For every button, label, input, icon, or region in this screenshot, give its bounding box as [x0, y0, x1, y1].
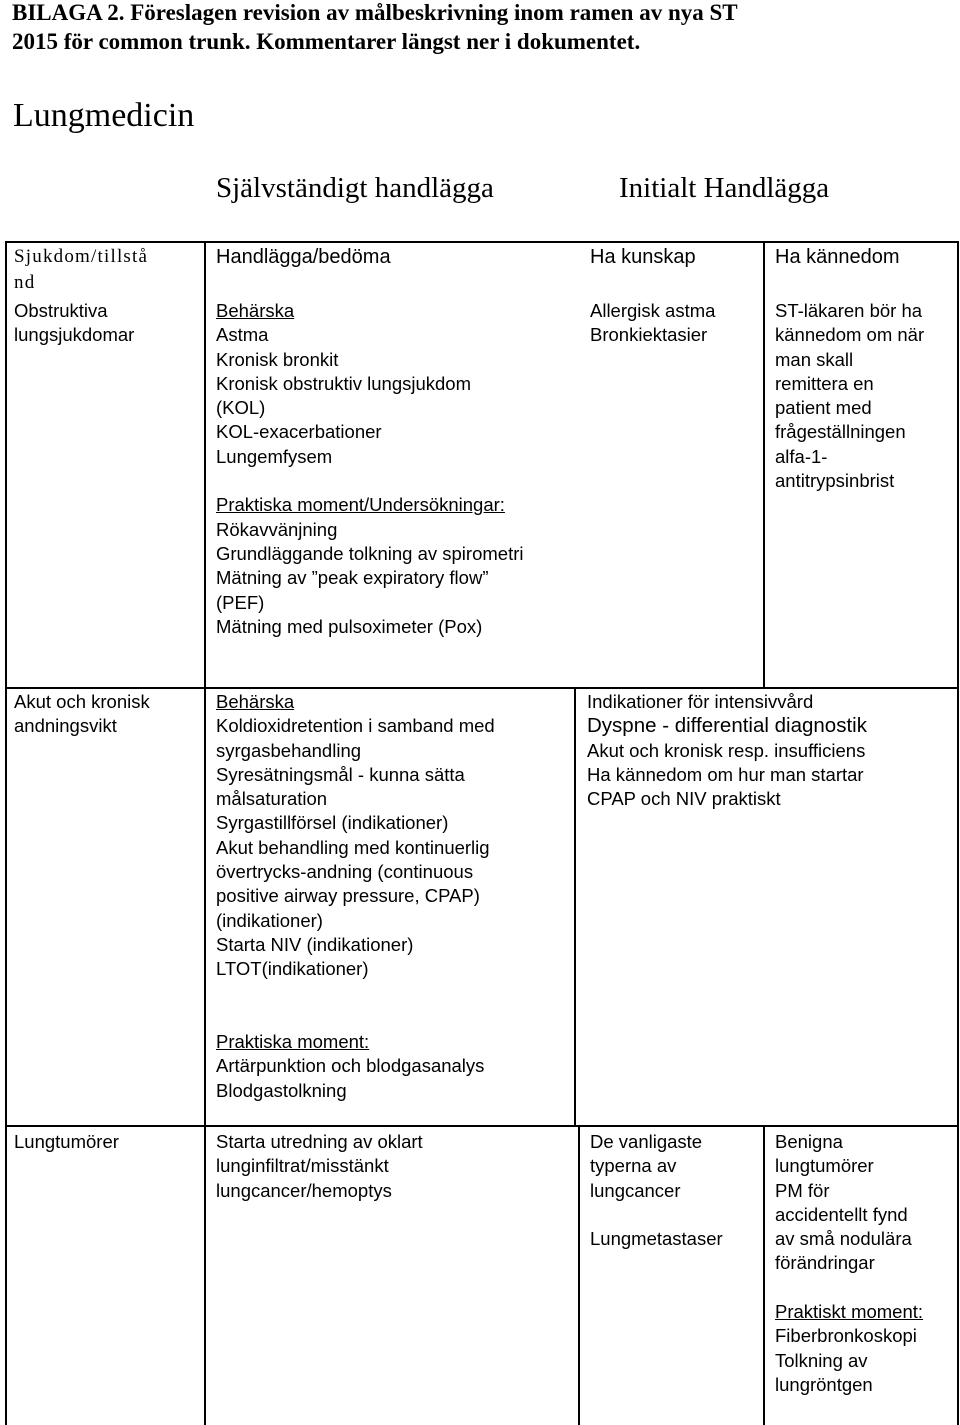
list-item: syrgasbehandling: [216, 739, 362, 761]
intro-line: 2015 för common trunk. Kommentarer längst ner i dokumentet.: [12, 29, 641, 54]
intro-text: [12, 0, 942, 56]
list-item: Lungmetastaser: [590, 1228, 723, 1250]
row2-handle-heading: Behärska: [216, 691, 295, 712]
row1-awareness: [775, 299, 924, 493]
list-item: Lungemfysem: [216, 445, 333, 467]
row1-knowledge: [590, 299, 715, 348]
intro-line: BILAGA 2. Föreslagen revision av målbeskrivning inom ramen av nya ST: [12, 0, 738, 25]
row3-practical-heading: Praktiskt moment:: [775, 1301, 924, 1323]
header-disease-line: Sjukdom/tillstå: [14, 246, 149, 267]
list-item: Ha kännedom om hur man startar: [587, 763, 864, 785]
list-item: LTOT(indikationer): [216, 958, 369, 980]
list-item: ST-läkaren bör ha: [775, 300, 923, 321]
header-knowledge: Ha kunskap: [590, 246, 696, 268]
list-item: lungröntgen: [775, 1373, 873, 1395]
list-item: Mätning av ”peak expiratory flow”: [216, 567, 489, 589]
header-handle: Handlägga/bedöma: [216, 246, 391, 268]
list-item: frågeställningen: [775, 421, 906, 443]
list-item: Dyspne - differential diagnostik: [587, 714, 867, 738]
row3-handle: [216, 1130, 423, 1203]
row1-disease-line: Obstruktiva: [14, 300, 108, 321]
row2-disease: [14, 690, 150, 739]
list-item: övertrycks-andning (continuous: [216, 861, 474, 883]
list-item: Syrgastillförsel (indikationer): [216, 812, 449, 834]
list-item: lungcancer/hemoptys: [216, 1179, 392, 1201]
list-item: man skall: [775, 348, 854, 370]
list-item: förändringar: [775, 1252, 875, 1274]
row3-knowledge: [590, 1130, 723, 1251]
row1-disease: [14, 299, 134, 348]
list-item: av små nodulära: [775, 1228, 912, 1250]
list-item: lungtumörer: [775, 1155, 874, 1177]
row1-disease-line: lungsjukdomar: [14, 324, 135, 346]
list-item: Koldioxidretention i samband med: [216, 715, 495, 737]
list-item: antitrypsinbrist: [775, 470, 895, 492]
list-item: (PEF): [216, 591, 265, 613]
list-item: Starta utredning av oklart: [216, 1131, 423, 1152]
row3-disease: [14, 1130, 119, 1154]
row2-disease-line: andningsvikt: [14, 715, 117, 737]
header-awareness: Ha kännedom: [775, 246, 900, 268]
list-item: Astma: [216, 324, 269, 346]
list-item: (indikationer): [216, 909, 323, 931]
list-item: Mätning med pulsoximeter (Pox): [216, 615, 483, 637]
list-item: CPAP och NIV praktiskt: [587, 788, 781, 810]
list-item: (KOL): [216, 397, 266, 419]
row1-handle: [216, 299, 523, 639]
list-item: Tolkning av: [775, 1349, 868, 1371]
page-title: Lungmedicin: [13, 97, 195, 134]
list-item: Starta NIV (indikationer): [216, 933, 414, 955]
row2-practical-heading: Praktiska moment:: [216, 1031, 370, 1053]
list-item: Akut och kronisk resp. insufficiens: [587, 739, 866, 761]
row3-awareness: [775, 1130, 923, 1397]
column-title-self: Självständigt handlägga: [216, 172, 494, 204]
list-item: Fiberbronkoskopi: [775, 1325, 917, 1347]
list-item: Allergisk astma: [590, 300, 716, 321]
header-disease: [14, 244, 148, 296]
list-item: Grundläggande tolkning av spirometri: [216, 542, 524, 564]
header-disease-line: nd: [14, 272, 36, 293]
list-item: PM för: [775, 1179, 830, 1201]
row2-handle: [216, 690, 495, 1103]
list-item: accidentellt fynd: [775, 1203, 908, 1225]
row3-disease-line: Lungtumörer: [14, 1131, 119, 1152]
list-item: Rökavvänjning: [216, 518, 338, 540]
list-item: kännedom om när: [775, 324, 925, 346]
list-item: Kronisk bronkit: [216, 348, 339, 370]
list-item: positive airway pressure, CPAP): [216, 885, 480, 907]
list-item: lungcancer: [590, 1179, 681, 1201]
row1-practical-heading: Praktiska moment/Undersökningar:: [216, 494, 505, 516]
list-item: remittera en: [775, 372, 874, 394]
row2-initial: [587, 690, 867, 811]
list-item: Benigna: [775, 1131, 843, 1152]
column-title-initial: Initialt Handlägga: [619, 172, 830, 204]
list-item: Bronkiektasier: [590, 324, 708, 346]
list-item: lunginfiltrat/misstänkt: [216, 1155, 389, 1177]
list-item: KOL-exacerbationer: [216, 421, 382, 443]
list-item: Artärpunktion och blodgasanalys: [216, 1055, 485, 1077]
list-item: målsaturation: [216, 788, 328, 810]
list-item: Blodgastolkning: [216, 1079, 347, 1101]
list-item: De vanligaste: [590, 1131, 703, 1152]
row2-disease-line: Akut och kronisk: [14, 691, 150, 712]
list-item: Kronisk obstruktiv lungsjukdom: [216, 372, 471, 394]
list-item: patient med: [775, 397, 872, 419]
list-item: alfa-1-: [775, 445, 828, 467]
list-item: Akut behandling med kontinuerlig: [216, 836, 490, 858]
list-item: Indikationer för intensivvård: [587, 691, 814, 712]
row1-handle-heading: Behärska: [216, 300, 295, 321]
list-item: Syresätningsmål - kunna sätta: [216, 763, 465, 785]
list-item: typerna av: [590, 1155, 677, 1177]
